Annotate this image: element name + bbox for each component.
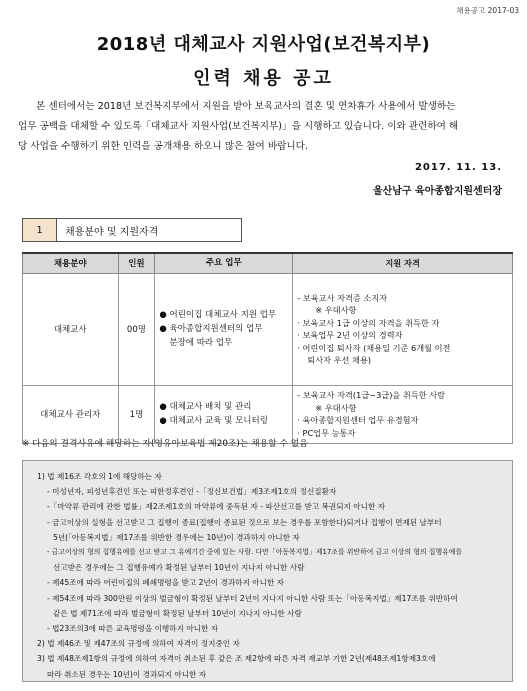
announcement-date: 2017. 11. 13.	[414, 162, 502, 173]
qualification-item: 퇴사자 우선 채용)	[307, 355, 372, 365]
count-cell: 1명	[118, 385, 155, 443]
intro-line: 업무 공백을 대체할 수 있도록「대체교사 지원사업(보건복지부)」을 시행하고 있습니다. 이와 관련하여 해	[18, 121, 459, 132]
disqualification-item: 5년(「아동복지법」제17조를 위반한 경우에는 10년)이 경과하지 아니한 자	[53, 532, 300, 542]
disqualification-item: - 금고이상의 형의 집행유예를 선고 받고 그 유예기간 중에 있는 사람. 다만「아동복지법」제17조를 위반하여 금고 이상의 형의 집행유예를	[47, 548, 463, 557]
page-subtitle: 인력 채용 공고	[193, 68, 334, 89]
field-cell: 대체교사 관리자	[23, 385, 119, 443]
intro-line: 당 사업을 수행하기 위한 인력을 공개채용 하오니 많은 참여 바랍니다.	[18, 141, 308, 152]
disqualification-item: - 제54조에 따라 300만원 이상의 벌금형이 확정된 날부터 2년이 지나지 아니한 사람 또는「아동복지법」제17조를 위반하여	[47, 593, 458, 603]
duty-item: 분장에 따라 업무	[169, 338, 233, 348]
column-header: 지원 자격	[293, 253, 513, 273]
duty-item: ● 어린이집 대체교사 지원 업무	[159, 310, 277, 320]
qualification-item: - 보육교사 자격(1급~3급)을 취득한 사람	[297, 390, 446, 400]
intro-line: 본 센터에서는 2018년 보건복지부에서 지원을 받아 보육교사의 결혼 및 연차휴가 사용에서 발생하는	[36, 101, 456, 112]
qualifications-cell	[293, 385, 513, 443]
disqualification-item: - 제45조에 따라 어린이집의 폐쇄명령을 받고 2년이 경과하지 아니한 자	[47, 578, 285, 588]
qualification-item: - 보육교사 자격증 소지자	[297, 292, 388, 303]
duty-item: ● 대체교사 배치 및 관리	[159, 402, 252, 412]
disqualification-box	[22, 460, 513, 682]
section-header	[22, 218, 242, 242]
column-header: 주요 업무	[155, 253, 293, 273]
disqualification-item: 같은 법 제71조에 따라 벌금형이 확정된 날부터 10년이 지나지 아니한 사람	[53, 608, 302, 618]
qualification-item: ※ 우대사항	[315, 305, 357, 315]
section-title: 채용분야 및 지원자격	[65, 226, 159, 238]
table-header-row	[23, 253, 513, 273]
recruitment-table	[22, 252, 513, 444]
disqualification-item: 따라 취소된 경우는 10년)이 경과되지 아니한 자	[47, 669, 207, 679]
duties-cell	[155, 385, 293, 443]
qualification-item: · PC업무 능통자	[297, 427, 356, 438]
disqualification-item: - 미성년자, 피성년후견인 또는 피한정후견인 -「정신보건법」제3조제1호의 정신질환자	[47, 487, 337, 497]
disqualification-item: -「마약류 관리에 관한 법률」제2조제1호의 마약류에 중독된 자 - 파산선고를 받고 복권되지 아니한 자	[47, 502, 386, 512]
field-cell: 대체교사	[23, 273, 119, 385]
disqualification-item: 2) 법 제46조 및 제47조의 규정에 의하여 자격이 정지중인 자	[37, 639, 240, 649]
qualification-item: · 어린이집 퇴사자 (채용일 기준 6개월 이전	[297, 342, 451, 353]
column-header: 인원	[118, 253, 155, 273]
qualification-item: · 육아종합지원센터 업무 유경험자	[297, 415, 419, 425]
qualification-item: ※ 우대사항	[315, 402, 357, 413]
qualifications-cell	[293, 273, 513, 385]
duties-cell	[155, 273, 293, 385]
table-row	[23, 385, 513, 443]
count-cell: 00명	[118, 273, 155, 385]
duty-item: ● 육아종합지원센터의 업무	[159, 324, 263, 334]
page-title: 2018년 대체교사 지원사업(보건복지부)	[96, 34, 431, 55]
section-number: 1	[23, 219, 57, 241]
disqualification-item: 선고받은 경우에는 그 집행유예가 확정된 날부터 10년이 지나지 아니한 사람	[53, 563, 305, 573]
issuing-organization: 울산남구 육아종합지원센터장	[372, 186, 502, 197]
qualification-item: · 보육업무 2년 이상의 경력자	[297, 330, 403, 340]
disqualification-item: - 법23조의3에 따른 교육명령을 이행하지 아니한 자	[47, 624, 219, 634]
intro-paragraph	[18, 97, 512, 157]
table-row	[23, 273, 513, 385]
disqualification-note: ※ 다음의 결격사유에 해당하는 자(영유아보육법 제20조)는 채용할 수 없음	[22, 439, 308, 449]
disqualification-item: - 금고이상의 실형을 선고받고 그 집행이 종료(집행이 종료된 것으로 보는 경우를 포함한다)되거나 집행이 면제된 날부터	[47, 517, 442, 527]
column-header: 채용분야	[23, 253, 119, 273]
disqualification-item: 3) 법 제48조제1항의 규정에 의하여 자격이 취소된 후 같은 조 제2항에 따른 자격 재교부 기한 2년(제48조제1항제3호에	[37, 654, 436, 664]
document-number: 채용공고 2017-03	[456, 6, 519, 15]
duty-item: ● 대체교사 교육 및 모니터링	[159, 416, 268, 426]
qualification-item: · 보육교사 1급 이상의 자격을 취득한 자	[297, 317, 440, 328]
disqualification-item: 1) 법 제16조 각호의 1에 해당하는 자	[37, 472, 162, 481]
